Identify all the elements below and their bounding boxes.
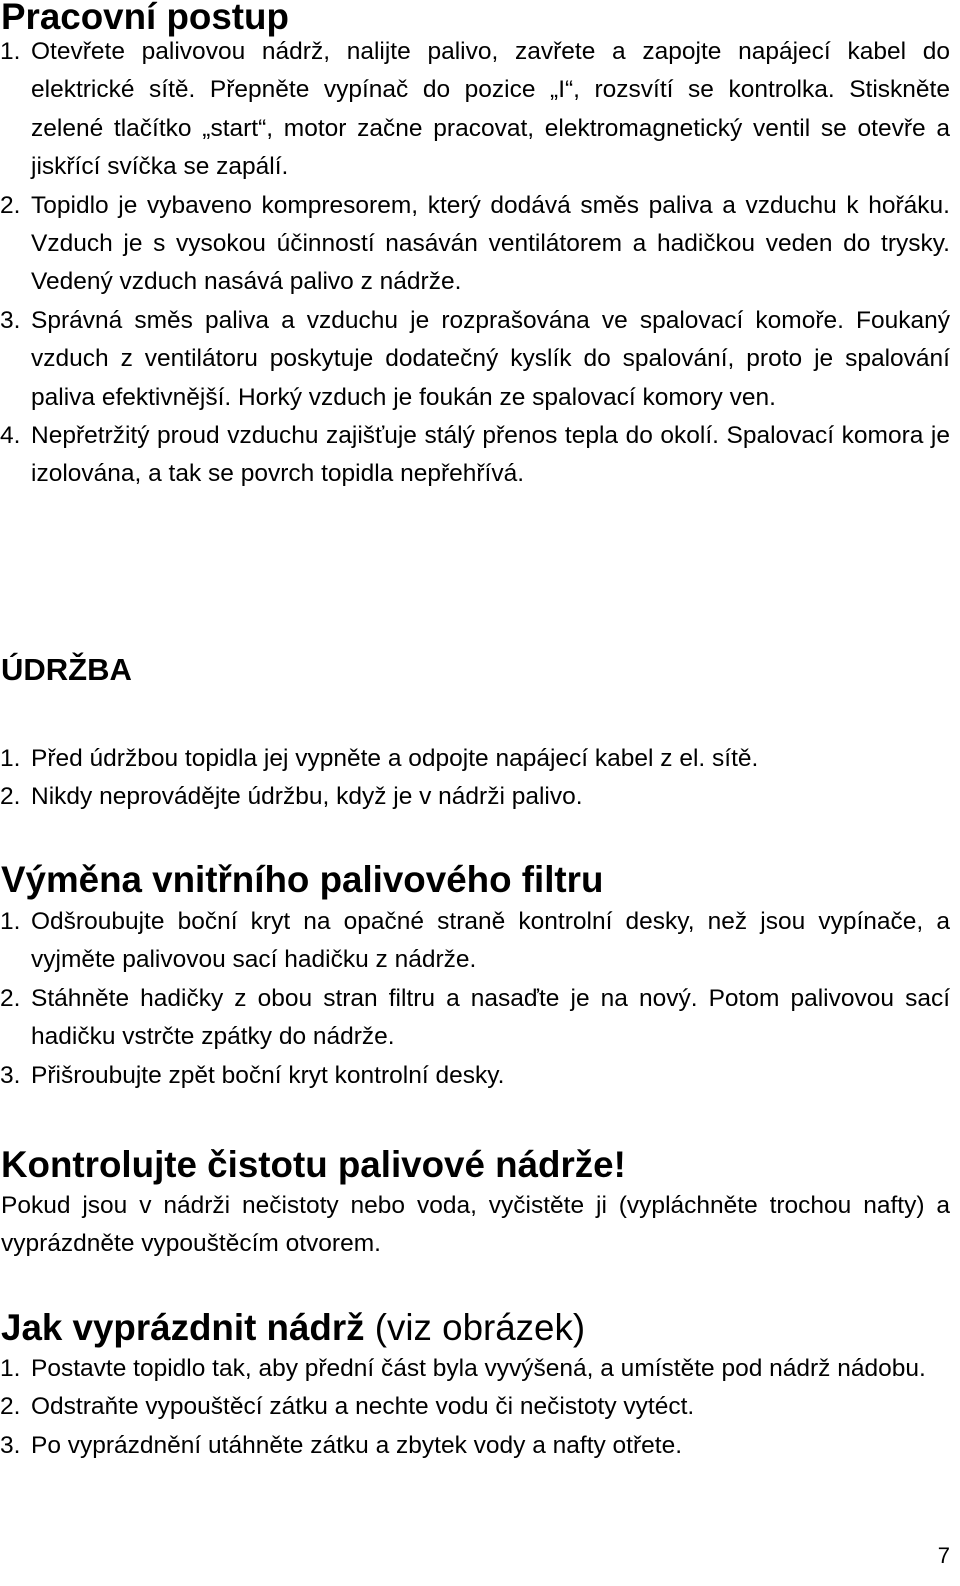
paragraph-cistota-nadrze: Pokud jsou v nádrži nečistoty nebo voda, vyčistěte ji (vypláchněte trochou nafty) a vyprázdněte vypouštěcím otvorem.	[1, 1192, 950, 1258]
list-text: Odstraňte vypouštěcí zátku a nechte vodu či nečistoty vytéct.	[31, 1393, 695, 1421]
list-text: Otevřete palivovou nádrž, nalijte palivo, zavřete a zapojte napájecí kabel do elektrické sítě. Přepněte vypínač do pozice „I“, rozsvítí se kontrolka. Stiskněte zelené tlačítko „start“, motor začne pracovat, elektromagnetický ventil se otevře a jiskřící svíčka se zapálí.	[31, 38, 950, 181]
list-item	[0, 740, 950, 778]
list-item	[0, 1427, 950, 1465]
list-text: Postavte topidlo tak, aby přední část byla vyvýšená, a umístěte pod nádrž nádobu.	[31, 1355, 926, 1382]
list-number: 2.	[0, 191, 21, 219]
list-text: Stáhněte hadičky z obou stran filtru a nasaďte je na nový. Potom palivovou sací hadičku vstrčte zpátky do nádrže.	[31, 984, 950, 1051]
heading-vymena-filtru: Výměna vnitřního palivového filtru	[1, 859, 604, 900]
list-item	[0, 187, 950, 302]
list-pracovni-postup	[0, 33, 950, 494]
list-number: 1.	[0, 38, 21, 65]
page-number: 7	[937, 1543, 950, 1568]
list-udrzba	[0, 740, 950, 817]
list-number: 2.	[0, 1393, 21, 1421]
list-number: 1.	[0, 1355, 21, 1382]
list-number: 4.	[0, 422, 21, 450]
list-item	[0, 33, 950, 187]
list-number: 2.	[0, 783, 21, 811]
heading-main: Jak vyprázdnit nádrž	[1, 1307, 365, 1348]
list-number: 3.	[0, 306, 21, 334]
list-number: 1.	[0, 908, 21, 935]
list-vyprazdnit-nadrz	[0, 1350, 950, 1465]
list-item	[0, 980, 950, 1057]
heading-udrzba: ÚDRŽBA	[1, 652, 132, 687]
list-vymena-filtru	[0, 903, 950, 1095]
list-item	[0, 1388, 950, 1426]
heading-pracovni-postup: Pracovní postup	[1, 0, 289, 37]
list-text: Nepřetržitý proud vzduchu zajišťuje stálý přenos tepla do okolí. Spalovací komora je izolována, a tak se povrch topidla nepřehřívá.	[31, 422, 950, 488]
list-text: Správná směs paliva a vzduchu je rozprašována ve spalovací komoře. Foukaný vzduch z ventilátoru poskytuje dodatečný kyslík do spalování, proto je spalování paliva efektivnější. Horký vzduch je foukán ze spalovací komory ven.	[31, 306, 950, 411]
heading-cistota-nadrze: Kontrolujte čistotu palivové nádrže!	[1, 1144, 626, 1185]
list-number: 3.	[0, 1061, 21, 1089]
list-text: Po vyprázdnění utáhněte zátku a zbytek vody a nafty otřete.	[31, 1431, 683, 1459]
heading-suffix: (viz obrázek)	[374, 1307, 586, 1348]
list-item	[0, 302, 950, 417]
heading-vyprazdnit-nadrz	[1, 1307, 586, 1348]
list-item	[0, 903, 950, 980]
list-item	[0, 417, 950, 494]
list-number: 3.	[0, 1431, 21, 1459]
list-text: Topidlo je vybaveno kompresorem, který dodává směs paliva a vzduchu k hořáku. Vzduch je s vysokou účinností nasáván ventilátorem a hadičkou veden do trysky. Vedený vzduch nasává palivo z nádrže.	[31, 191, 950, 296]
list-number: 1.	[0, 745, 21, 772]
list-text: Odšroubujte boční kryt na opačné straně kontrolní desky, než jsou vypínače, a vyjměte palivovou sací hadičku z nádrže.	[31, 908, 950, 974]
list-text: Přišroubujte zpět boční kryt kontrolní desky.	[31, 1061, 505, 1089]
list-text: Nikdy neprovádějte údržbu, když je v nádrži palivo.	[31, 783, 583, 811]
list-item	[0, 778, 950, 816]
list-number: 2.	[0, 984, 21, 1012]
list-text: Před údržbou topidla jej vypněte a odpojte napájecí kabel z el. sítě.	[31, 745, 759, 772]
list-item	[0, 1350, 950, 1388]
list-item	[0, 1057, 950, 1095]
